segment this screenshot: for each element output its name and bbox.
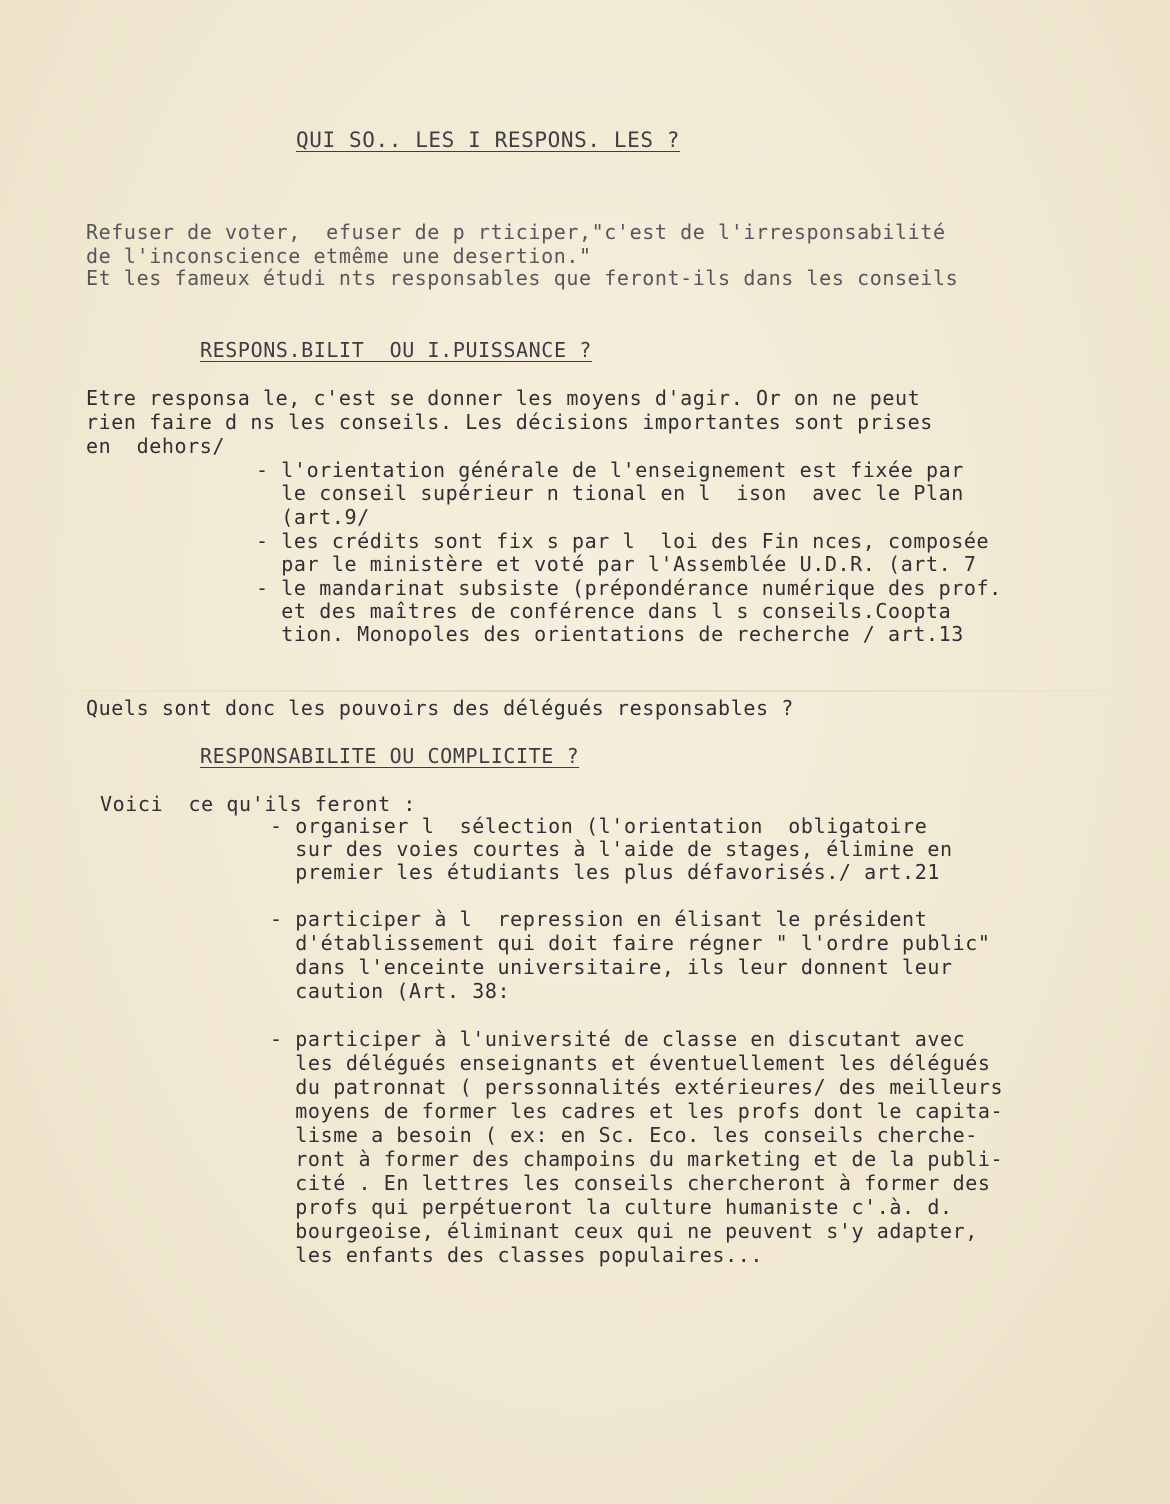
bullet-repression-line-3: dans l'enceinte universitaire, ils leur donnent leur (270, 955, 953, 979)
paper-fold-line (0, 690, 1170, 692)
para1-line-2: de l'inconscience etmême une desertion." (86, 244, 592, 268)
bullet-universite-line-3: du patronnat ( perssonnalités extérieures/ des meilleurs (270, 1075, 1004, 1099)
bullet-repression-line-4: caution (Art. 38: (270, 979, 511, 1003)
para2-line-2: rien faire d ns les conseils. Les décisions importantes sont prises (86, 410, 933, 434)
bullet-selection-line-3: premier les étudiants les plus défavorisés./ art.21 (270, 860, 940, 884)
bullet-universite-line-1: - participer à l'université de classe en discutant avec (270, 1027, 966, 1051)
para1-line-1: Refuser de voter, efuser de p rticiper,"c'est de l'irresponsabilité (86, 220, 946, 244)
para2-line-3: en dehors/ (86, 434, 226, 458)
bullet-mandarinat-line-3: tion. Monopoles des orientations de recherche / art.13 (256, 622, 964, 646)
bullet-credits-line-2: par le ministère et voté par l'Assemblée U.D.R. (art. 7 (256, 552, 977, 576)
bullet-orientation-line-1: - l'orientation générale de l'enseignement est fixée par (256, 458, 964, 482)
bullet-credits-line-1: - les crédits sont fix s par l loi des Fin nces, composée (256, 529, 990, 553)
voici-intro: Voici ce qu'ils feront : (100, 792, 417, 816)
para2-line-1: Etre responsa le, c'est se donner les moyens d'agir. Or on ne peut (86, 386, 921, 410)
bullet-universite-line-2: les délégués enseignants et éventuellement les délégués (270, 1051, 991, 1075)
heading-responsabilite-ou-complicite: RESPONSABILITE OU COMPLICITE ? (200, 744, 580, 768)
bullet-repression-line-1: - participer à l repression en élisant le président (270, 907, 928, 931)
bullet-universite-line-6: ront à former des champoins du marketing et de la publi- (270, 1147, 1004, 1171)
bullet-selection-line-2: sur des voies courtes à l'aide de stages, élimine en (270, 837, 953, 861)
bullet-universite-line-4: moyens de former les cadres et les profs dont le capita- (270, 1099, 1004, 1123)
bullet-universite-line-9: bourgeoise, éliminant ceux qui ne peuvent s'y adapter, (270, 1219, 978, 1243)
bullet-orientation-line-3: (art.9/ (256, 505, 370, 529)
bullet-universite-line-7: cité . En lettres les conseils chercheront à former des (270, 1171, 991, 1195)
bullet-universite-line-10: les enfants des classes populaires... (270, 1243, 763, 1267)
bullet-universite-line-5: lisme a besoin ( ex: en Sc. Eco. les conseils cherche- (270, 1123, 978, 1147)
bullet-universite-line-8: profs qui perpétueront la culture humaniste c'.à. d. (270, 1195, 953, 1219)
bullet-mandarinat-line-1: - le mandarinat subsiste (prépondérance numérique des prof. (256, 576, 1002, 600)
question-pouvoirs-delegues: Quels sont donc les pouvoirs des délégués responsables ? (86, 696, 794, 720)
bullet-selection-line-1: - organiser l sélection (l'orientation obligatoire (270, 814, 928, 838)
bullet-mandarinat-line-2: et des maîtres de conférence dans l s conseils.Coopta (256, 599, 952, 623)
bullet-orientation-line-2: le conseil supérieur n tional en l ison avec le Plan (256, 481, 964, 505)
para1-line-3: Et les fameux étudi nts responsables que feront-ils dans les conseils (86, 266, 959, 290)
heading-responsabilite-ou-impuissance: RESPONS.BILIT OU I.PUISSANCE ? (200, 338, 592, 362)
bullet-repression-line-2: d'établissement qui doit faire régner " l'ordre public" (270, 931, 991, 955)
heading-qui-sont-les-irresponsables: QUI SO.. LES I RESPONS. LES ? (296, 128, 681, 152)
